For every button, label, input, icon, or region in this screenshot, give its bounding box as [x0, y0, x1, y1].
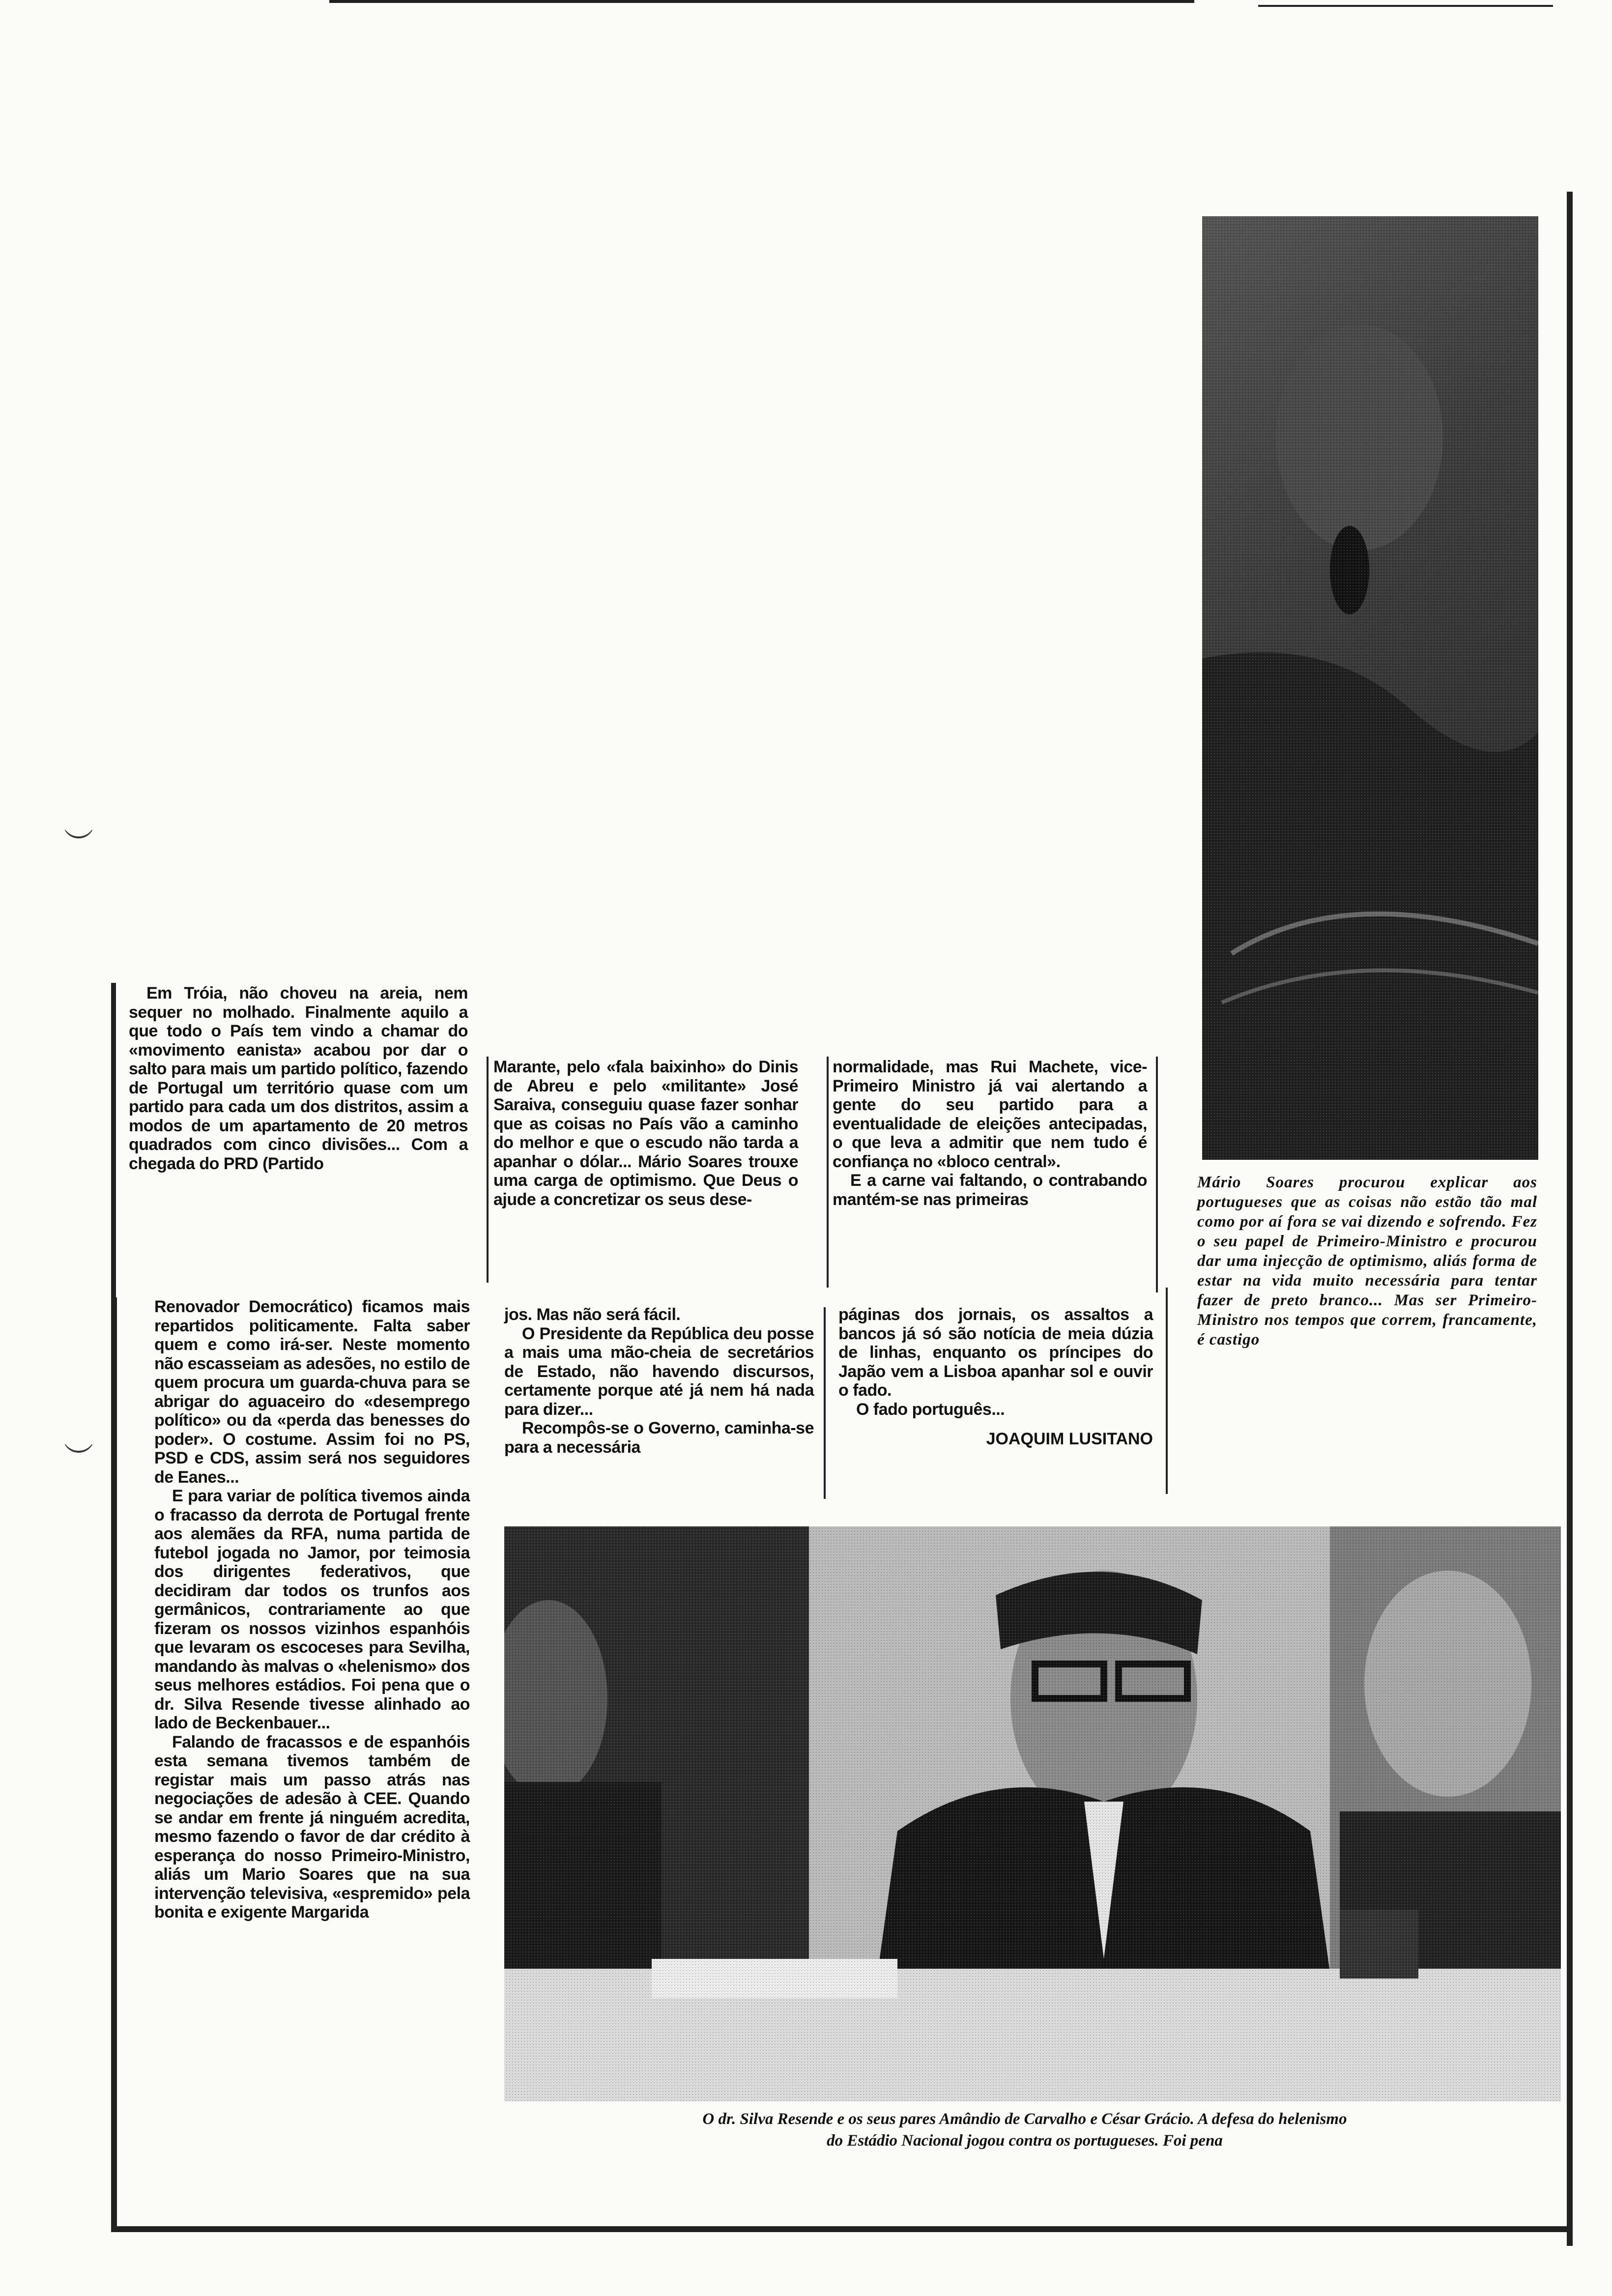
- margin-mark: ︶: [64, 1442, 93, 1475]
- column-rule: [1156, 1057, 1158, 1292]
- column-rule-left: [111, 983, 116, 1297]
- paragraph: O Presidente da República deu posse a mais uma mão-cheia de secretários de Estado, não havendo discursos, certamente porque até já nem há nada para dizer...: [504, 1324, 814, 1419]
- paragraph: páginas dos jornais, os assaltos a bancos já só são notícia de meia dúzia de linhas, enquanto os príncipes do Japão vem a Lisboa apanhar sol e ouvir o fado.: [838, 1305, 1153, 1400]
- photo-mario-soares: [1202, 216, 1538, 1160]
- column-rule: [487, 1057, 489, 1283]
- paragraph: E a carne vai faltando, o contrabando mantém-se nas primeiras: [833, 1171, 1147, 1209]
- left-frame-rule: [111, 1297, 117, 2232]
- bottom-frame-rule: [111, 2226, 1573, 2232]
- paragraph: Marante, pelo «fala baixinho» do Dinis de Abreu e pelo «militante» José Saraiva, conseguiu quase fazer sonhar que as coisas no País vão a caminho do melhor e que o escudo não tarda a apanhar o dólar... Mário Soares trouxe uma carga de optimismo. Que Deus o ajude a concretizar os seus dese-: [493, 1058, 798, 1209]
- scan-edge-line: [329, 0, 1194, 3]
- column-rule: [1166, 1288, 1168, 1494]
- paragraph: E para variar de política tivemos ainda o fracasso da derrota de Portugal frente aos alemães da RFA, numa partida de futebol jogada no Jamor, por teimosia dos dirigentes federativos, que decidiram dar todos os trunfos aos germânicos, contrariamente ao que fizeram os nossos vizinhos espanhóis que levaram os escoceses para Sevilha, mandando às malvas o «helenismo» dos seus melhores estádios. Foi pena que o dr. Silva Resende tivesse alinhado ao lado de Beckenbauer...: [154, 1487, 470, 1732]
- article-column-1-top: [129, 984, 468, 1173]
- column-rule: [824, 1307, 826, 1499]
- paragraph: Falando de fracassos e de espanhóis esta semana tivemos também de registar mais um passo atrás nas negociações de adesão à CEE. Quando se andar em frente já ninguém acredita, mesmo fazendo o favor de dar crédito à esperança do nosso Primeiro-Ministro, aliás um Mario Soares que na sua intervenção televisiva, «espremido» pela bonita e exigente Margarida: [154, 1732, 470, 1922]
- article-column-3-bottom: [838, 1305, 1153, 1449]
- photo-mario-soares-image: [1202, 216, 1538, 1160]
- column-rule: [827, 1057, 829, 1288]
- article-column-2-bottom: [504, 1305, 814, 1457]
- scan-edge-line-right: [1258, 5, 1553, 7]
- photo-silva-resende-image: [504, 1526, 1561, 2101]
- photo-caption-mario-soares: Mário Soares procurou explicar aos portugueses que as coisas não estão tão mal como por aí fora se vai dizendo e sofrendo. Fez o seu papel de Primeiro-Ministro e procurou dar uma injecção de optimismo, aliás forma de estar na vida muito necessária para tentar fazer de preto branco... Mas ser Primeiro-Ministro nos tempos que correm, francamente, é castigo: [1197, 1174, 1537, 1349]
- paragraph: Em Tróia, não choveu na areia, nem sequer no molhado. Finalmente aquilo a que todo o País tem vindo a chamar do «movimento eanista» acabou por dar o salto para mais um partido político, fazendo de Portugal um território quase com um partido para cada um dos distritos, assim a modos de um apartamento de 20 metros quadrados com cinco divisões... Com a chegada do PRD (Partido: [129, 984, 468, 1173]
- article-column-3-top: [833, 1058, 1147, 1209]
- caption-line-1: O dr. Silva Resende e os seus pares Amândio de Carvalho e César Grácio. A defesa do helenismo: [702, 2110, 1347, 2128]
- author-signature: JOAQUIM LUSITANO: [986, 1430, 1153, 1448]
- paragraph: jos. Mas não será fácil.: [504, 1305, 681, 1324]
- paragraph: Recompôs-se o Governo, caminha-se para a necessária: [504, 1419, 814, 1457]
- photo-caption-silva-resende: [487, 2108, 1563, 2152]
- paragraph: O fado português...: [856, 1400, 1005, 1419]
- right-frame-rule: [1567, 192, 1573, 2246]
- paragraph: Renovador Democrático) ficamos mais repartidos politicamente. Falta saber quem e como irá-ser. Neste momento não escasseiam as adesões, no estilo de quem procura um guarda-chuva para se abrigar do aguaceiro do «desemprego político» ou da «perda das benesses do poder». O costume. Assim foi no PS, PSD e CDS, assim será nos seguidores de Eanes...: [154, 1297, 470, 1487]
- margin-mark: ︶: [64, 828, 93, 861]
- article-column-2-top: [493, 1058, 798, 1209]
- paragraph: normalidade, mas Rui Machete, vice-Primeiro Ministro já vai alertando a gente do seu partido para a eventualidade de eleições antecipadas, o que leva a admitir que nem tudo é confiança no «bloco central».: [833, 1058, 1147, 1171]
- photo-silva-resende: [504, 1526, 1561, 2101]
- article-column-1-bottom: [154, 1297, 470, 1922]
- caption-line-2: do Estádio Nacional jogou contra os portugueses. Foi pena: [827, 2132, 1223, 2150]
